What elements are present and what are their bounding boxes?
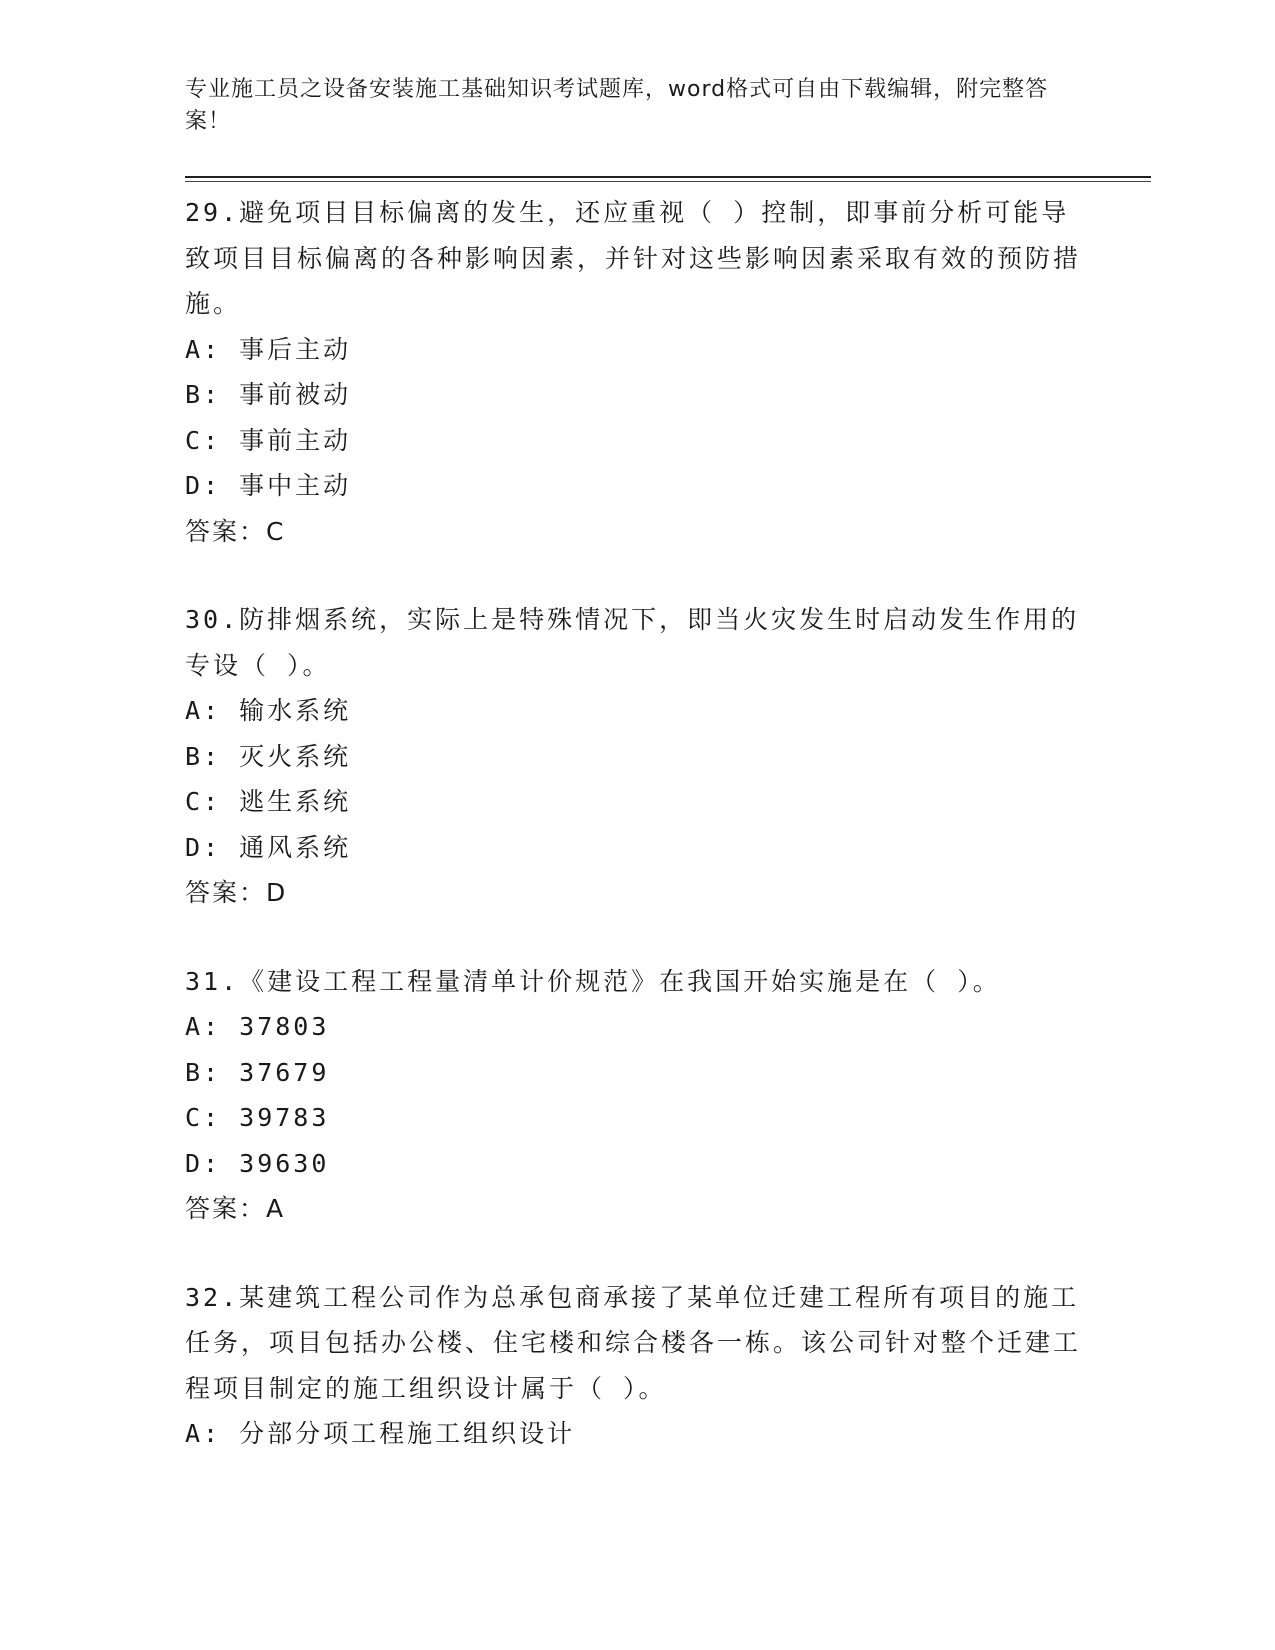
- answer: 答案：C: [185, 516, 286, 546]
- option-c: C: 逃生系统: [185, 787, 352, 816]
- header-divider-thin: [185, 181, 1151, 182]
- option-d: D: 39630: [185, 1148, 330, 1178]
- question-32: [185, 1275, 1085, 1457]
- option-a: A: 输水系统: [185, 696, 352, 725]
- header-divider-thick: [185, 176, 1151, 178]
- page-header: 专业施工员之设备安装施工基础知识考试题库，word格式可自由下载编辑，附完整答案！: [185, 77, 1049, 134]
- option-c: C: 39783: [185, 1103, 330, 1132]
- question-31: [185, 959, 1085, 1232]
- option-d: D: 通风系统: [185, 832, 352, 862]
- question-text: 32.某建筑工程公司作为总承包商承接了某单位迁建工程所有项目的施工任务，项目包括办公楼、住宅楼和综合楼各一栋。该公司针对整个迁建工程项目制定的施工组织设计属于（ ）。: [185, 1282, 1082, 1403]
- question-list: [185, 190, 1085, 1500]
- option-b: B: 事前被动: [185, 380, 352, 409]
- option-a: A: 分部分项工程施工组织设计: [185, 1419, 576, 1448]
- question-29: [185, 190, 1085, 554]
- question-text: 31.《建设工程工程量清单计价规范》在我国开始实施是在（ ）。: [185, 966, 1001, 996]
- answer: 答案：D: [185, 878, 288, 907]
- option-c: C: 事前主动: [185, 425, 352, 455]
- question-text: 29.避免项目目标偏离的发生，还应重视（ ）控制，即事前分析可能导致项目目标偏离的各种影响因素，并针对这些影响因素采取有效的预防措施。: [185, 198, 1082, 318]
- question-text: 30.防排烟系统，实际上是特殊情况下，即当火灾发生时启动发生作用的专设（ ）。: [185, 605, 1080, 680]
- option-b: B: 灭火系统: [185, 741, 352, 771]
- option-a: A: 37803: [185, 1012, 330, 1041]
- option-d: D: 事中主动: [185, 471, 352, 500]
- question-30: [185, 597, 1085, 916]
- answer: 答案：A: [185, 1194, 286, 1223]
- option-a: A: 事后主动: [185, 334, 352, 364]
- option-b: B: 37679: [185, 1057, 330, 1087]
